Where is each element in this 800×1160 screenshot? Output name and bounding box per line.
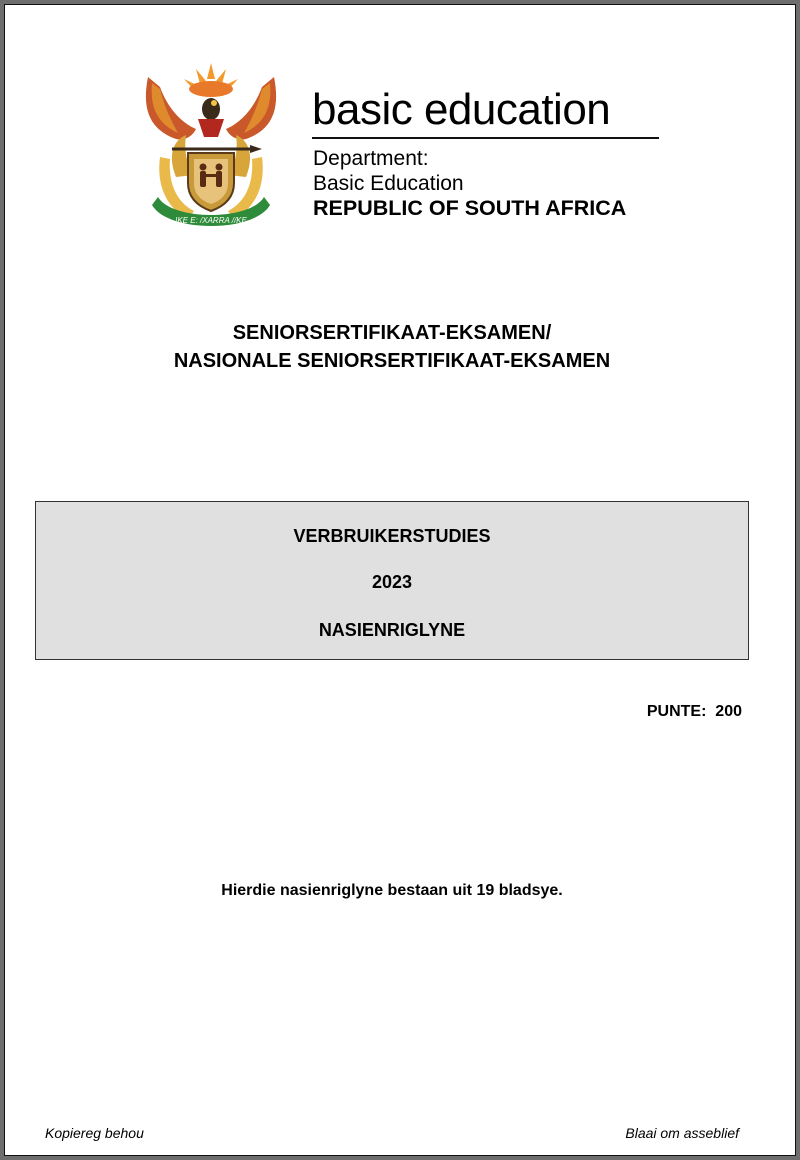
page-count-note: Hierdie nasienriglyne bestaan uit 19 bladsye. bbox=[221, 882, 563, 899]
subject-name: VERBRUIKERSTUDIES bbox=[293, 526, 491, 546]
exam-year: 2023 bbox=[371, 572, 413, 592]
coat-of-arms-emblem bbox=[138, 57, 284, 235]
document-type: NASIENRIGLYNE bbox=[318, 620, 466, 640]
total-marks: PUNTE: 200 bbox=[646, 703, 742, 720]
subject-box bbox=[35, 501, 749, 660]
brand-title: basic education bbox=[312, 85, 611, 134]
footer-copyright: Kopiereg behou bbox=[45, 1125, 144, 1141]
coat-of-arms-motto: !KE E: /XARRA //KE bbox=[175, 216, 247, 225]
department-label: Department: bbox=[313, 147, 429, 170]
country-name: REPUBLIC OF SOUTH AFRICA bbox=[313, 196, 627, 220]
footer-turn-page: Blaai om asseblief bbox=[625, 1125, 739, 1141]
exam-title-line1: SENIORSERTIFIKAAT-EKSAMEN/ bbox=[232, 322, 552, 344]
exam-title-line2: NASIONALE SENIORSERTIFIKAAT-EKSAMEN bbox=[173, 350, 611, 372]
department-name: Basic Education bbox=[313, 172, 464, 195]
brand-divider bbox=[312, 137, 659, 139]
